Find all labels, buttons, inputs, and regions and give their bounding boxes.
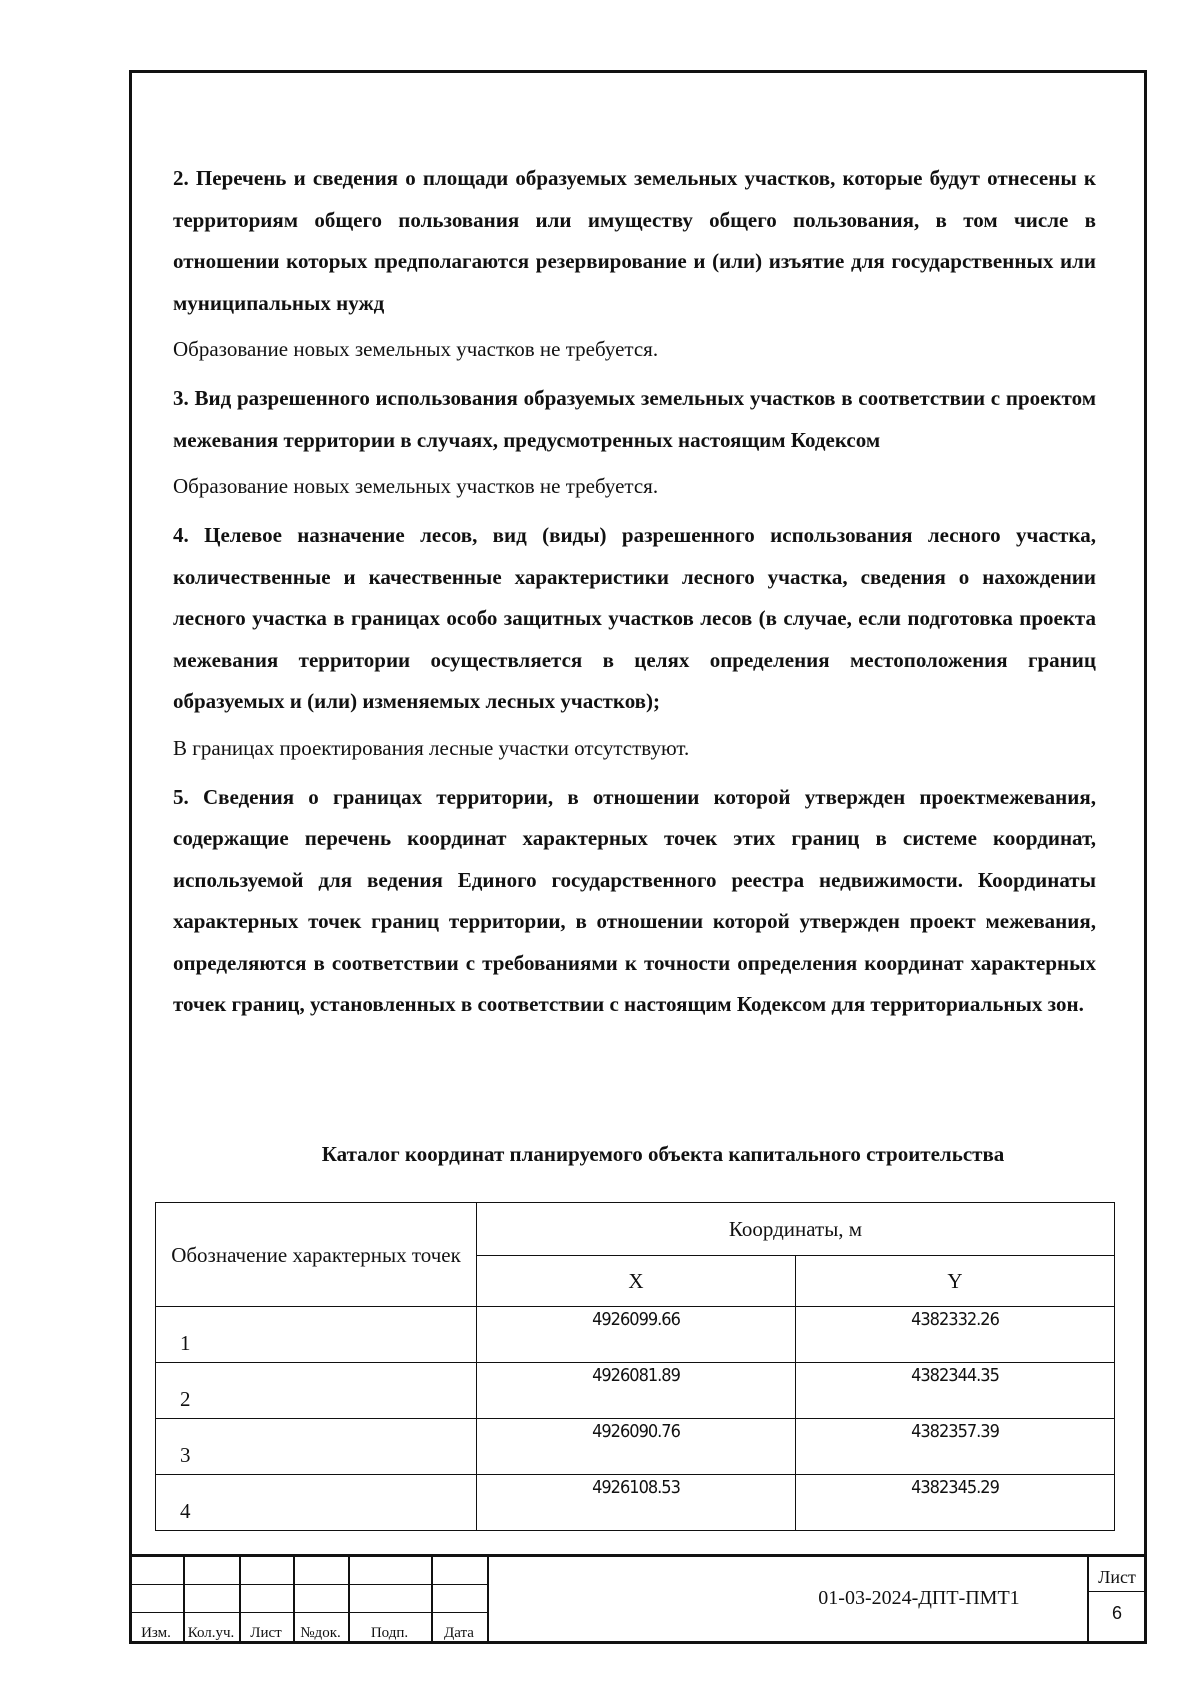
coord-y: 4382357.39	[796, 1419, 1115, 1475]
stamp-label-sheet: Лист	[250, 1625, 282, 1641]
table-row	[156, 1475, 1115, 1531]
table-row	[156, 1419, 1115, 1475]
col-header-y: Y	[796, 1256, 1115, 1307]
coord-y: 4382344.35	[796, 1363, 1115, 1419]
point-id: 3	[156, 1419, 477, 1475]
coord-x: 4926090.76	[477, 1419, 796, 1475]
section-2-text: Образование новых земельных участков не требуется.	[173, 337, 659, 361]
stamp-divider	[487, 1557, 489, 1644]
title-block	[129, 1554, 1147, 1644]
col-header-x: X	[477, 1256, 796, 1307]
table-row	[156, 1363, 1115, 1419]
coordinates-table	[155, 1202, 1115, 1531]
point-id: 2	[156, 1363, 477, 1419]
section-3-heading: 3. Вид разрешенного использования образуемых земельных участков в соответствии с проектом межевания территории в случаях, предусмотренных настоящим Кодексом	[173, 386, 1096, 452]
section-5-heading: 5. Сведения о границах территории, в отношении которой утвержден проектмежевания, содержащие перечень координат характерных точек этих границ в системе координат, используемой для ведения Единого государственного реестра недвижимости. Координаты характерных точек границ территории, в отношении которой утвержден проект межевания, определяются в соответствии с требованиями к точности определения координат характерных точек границ, установленных в соответствии с настоящим Кодексом для территориальных зон.	[173, 784, 1096, 1016]
coord-x: 4926099.66	[477, 1307, 796, 1363]
section-3-text: Образование новых земельных участков не требуется.	[173, 474, 659, 498]
col-header-coordinates: Координаты, м	[477, 1203, 1115, 1256]
stamp-label-docno: №док.	[300, 1625, 341, 1641]
coord-x: 4926081.89	[477, 1363, 796, 1419]
col-header-point: Обозначение характерных точек	[156, 1203, 477, 1307]
stamp-label-qty: Кол.уч.	[187, 1625, 235, 1641]
coord-y: 4382345.29	[796, 1475, 1115, 1531]
stamp-label-signature: Подп.	[370, 1625, 409, 1641]
section-4-text: В границах проектирования лесные участки отсутствуют.	[173, 735, 690, 760]
coord-y: 4382332.26	[796, 1307, 1115, 1363]
stamp-label-change: Изм.	[141, 1625, 171, 1641]
table-title: Каталог координат планируемого объекта капитального строительства	[321, 1142, 1005, 1166]
document-code: 01-03-2024-ДПТ-ПМТ1	[818, 1587, 1020, 1609]
sheet-number: 6	[1111, 1603, 1122, 1623]
document-body	[173, 158, 1096, 1026]
table-row	[156, 1307, 1115, 1363]
stamp-label-date: Дата	[444, 1625, 474, 1641]
coord-x: 4926108.53	[477, 1475, 796, 1531]
point-id: 1	[156, 1307, 477, 1363]
section-2-heading: 2. Перечень и сведения о площади образуемых земельных участков, которые будут отнесены к территориям общего пользования или имуществу общего пользования, в том числе в отношении которых предполагаются резервирование и (или) изъятие для государственных или муниципальных нужд	[173, 166, 1096, 315]
sheet-label: Лист	[1098, 1567, 1136, 1587]
section-4-heading: 4. Целевое назначение лесов, вид (виды) разрешенного использования лесного участка, количественные и качественные характеристики лесного участка, сведения о нахождении лесного участка в границах особо защитных участков лесов (в случае, если подготовка проекта межевания территории осуществляется в целях определения местоположения границ образуемых и (или) изменяемых лесных участков);	[173, 523, 1096, 713]
point-id: 4	[156, 1475, 477, 1531]
